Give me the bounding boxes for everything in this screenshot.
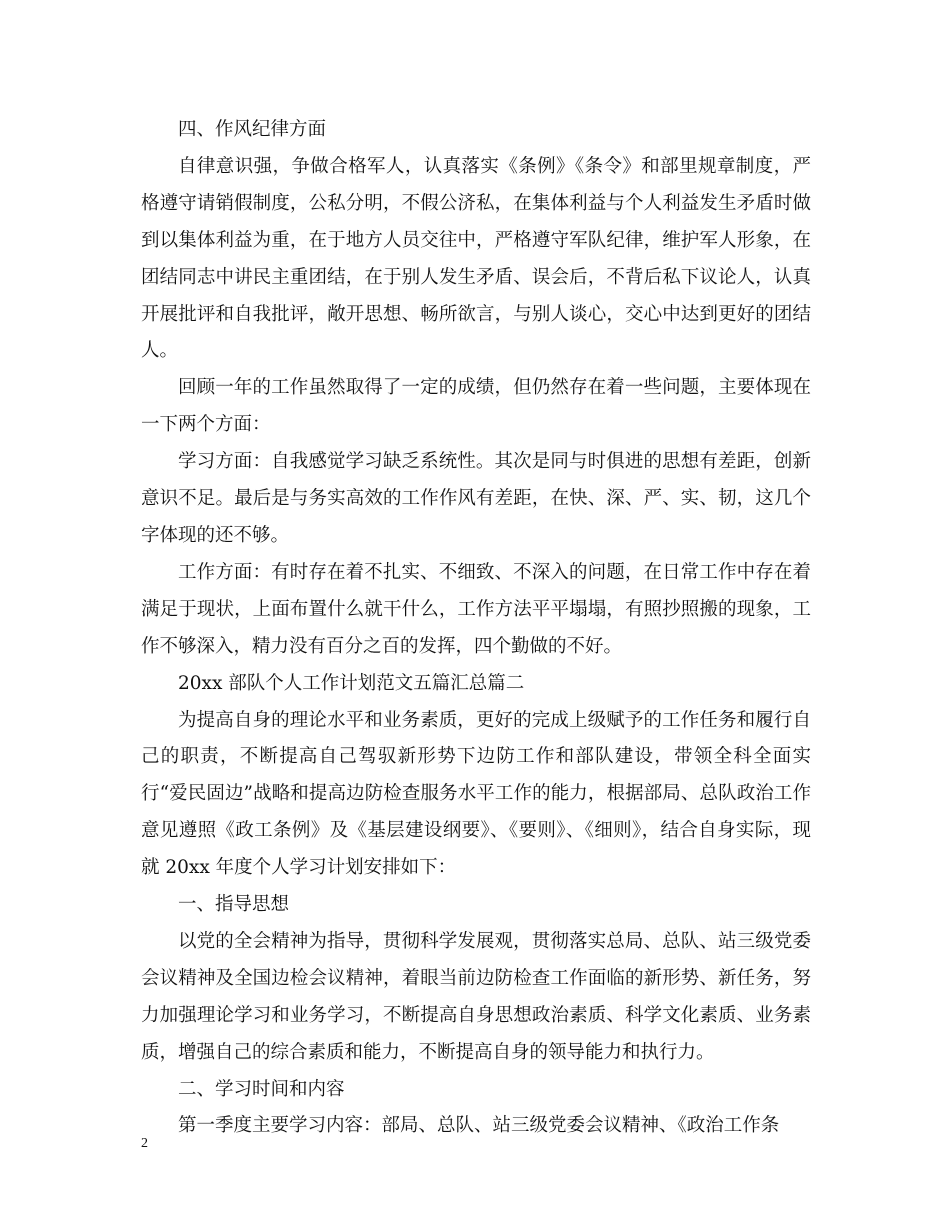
page-number: 2 — [141, 1136, 148, 1151]
heading-work-style-discipline: 四、作风纪律方面 — [178, 119, 327, 140]
document-body — [141, 112, 811, 1145]
heading-study-time-content: 二、学习时间和内容 — [178, 1078, 345, 1100]
paragraph-guiding-ideology: 以党的全会精神为指导，贯彻科学发展观，贯彻落实总局、总队、站三级党委会议精神及全国边检会议精神，着眼当前边防检查工作面临的新形势、新任务，努力加强理论学习和业务学习，不断提高自身思想政治素质、科学文化素质、业务素质，增强自己的综合素质和能力，不断提高自身的领导能力和执行力。 — [141, 930, 811, 1063]
paragraph-work-aspect: 工作方面：有时存在着不扎实、不细致、不深入的问题，在日常工作中存在着满足于现状，上面布置什么就干什么，工作方法平平塌塌，有照抄照搬的现象，工作不够深入，精力没有百分之百的发挥，四个勤做的不好。 — [141, 561, 811, 657]
paragraph-study-plan-intro: 为提高自身的理论水平和业务素质，更好的完成上级赋予的工作任务和履行自己的职责，不断提高自己驾驭新形势下边防工作和部队建设，带领全科全面实行“爱民固边”战略和提高边防检查服务水平工作的能力，根据部局、总队政治工作意见遵照《政工条例》及《基层建设纲要》、《要则》、《细则》，结合自身实际，现就 20xx 年度个人学习计划安排如下： — [141, 709, 811, 879]
paragraph-self-discipline: 自律意识强，争做合格军人，认真落实《条例》《条令》和部里规章制度，严格遵守请销假制度，公私分明，不假公济私，在集体利益与个人利益发生矛盾时做到以集体利益为重，在于地方人员交往中，严格遵守军队纪律，维护军人形象，在团结同志中讲民主重团结，在于别人发生矛盾、误会后，不背后私下议论人，认真开展批评和自我批评，敞开思想、畅所欲言，与别人谈心，交心中达到更好的团结人。 — [141, 155, 811, 362]
paragraph-study-aspect: 学习方面：自我感觉学习缺乏系统性。其次是同与时俱进的思想有差距，创新意识不足。最后是与务实高效的工作作风有差距，在快、深、严、实、韧，这几个字体现的还不够。 — [141, 451, 811, 546]
section-title-part-two: 20xx 部队个人工作计划范文五篇汇总篇二 — [178, 672, 525, 694]
paragraph-review-problems: 回顾一年的工作虽然取得了一定的成绩，但仍然存在着一些问题，主要体现在一下两个方面： — [141, 377, 811, 436]
paragraph-first-quarter: 第一季度主要学习内容：部局、总队、站三级党委会议精神、《政治工作条 — [178, 1115, 780, 1137]
heading-guiding-ideology: 一、指导思想 — [178, 894, 290, 916]
